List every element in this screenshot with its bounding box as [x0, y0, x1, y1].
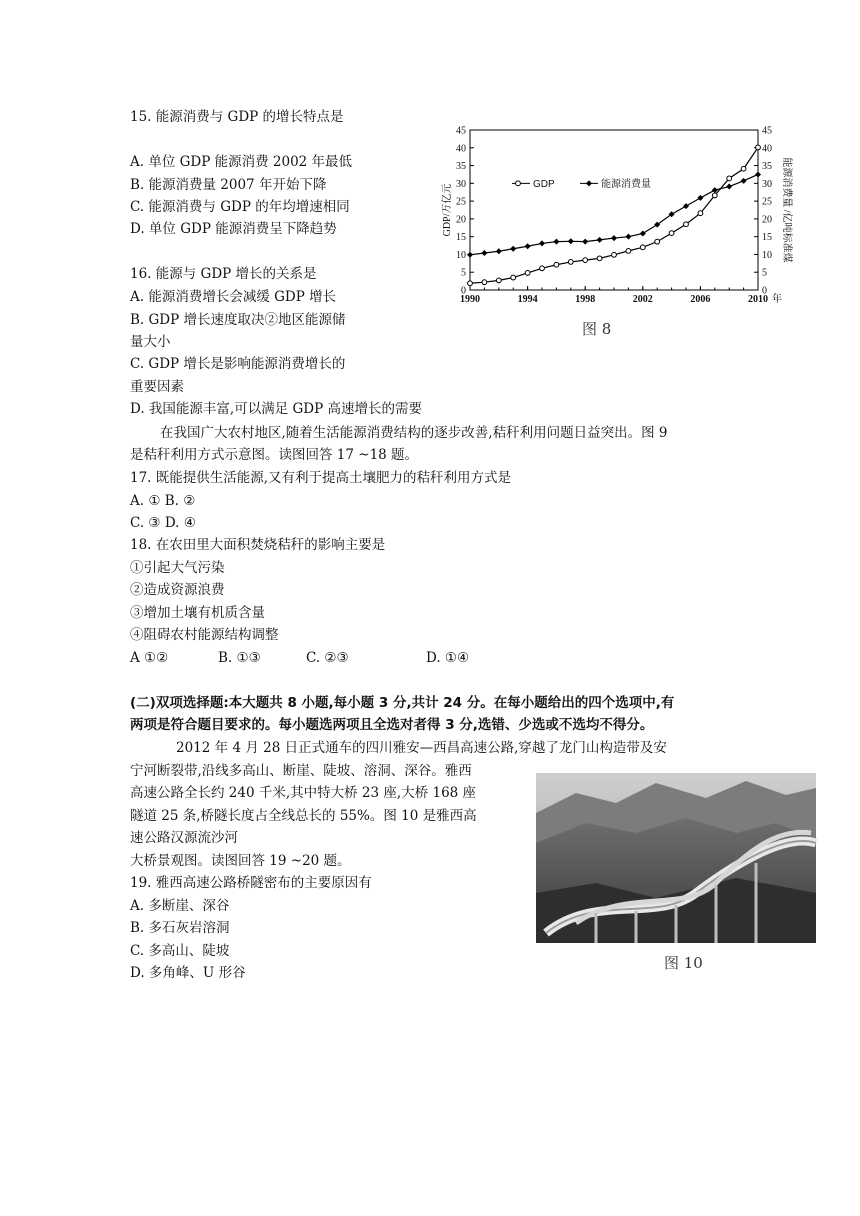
gdp-point	[468, 281, 473, 286]
series-line-1	[470, 147, 758, 283]
energy-point	[741, 178, 747, 184]
y-tick-label-right: 0	[762, 285, 767, 297]
intro-road-line2: 宁河断裂带,沿线多高山、断崖、陡坡、溶洞、深谷。雅西	[130, 763, 472, 779]
q19-option-a: A. 多断崖、深谷	[130, 898, 230, 914]
intro-straw-line1: 在我国广大农村地区,随着生活能源消费结构的逐步改善,秸秆利用问题日益突出。图 9	[160, 425, 668, 441]
gdp-point	[554, 262, 559, 267]
intro-road-line4: 隧道 25 条,桥隧长度占全线总长的 55%。图 10 是雅西高	[130, 808, 477, 824]
x-tick-label: 2006	[690, 294, 711, 305]
gdp-point	[626, 248, 631, 253]
y-tick-label-left: 15	[456, 232, 466, 244]
gdp-point	[568, 260, 573, 265]
q18-option-a: A ①②	[130, 650, 169, 666]
energy-point	[755, 171, 761, 177]
y-tick-label-left: 0	[461, 285, 466, 297]
gdp-point	[540, 266, 545, 271]
gdp-point	[684, 222, 689, 227]
figure-8-caption: 图 8	[582, 320, 612, 338]
q18-item-4: ④阻碍农村能源结构调整	[130, 627, 279, 643]
q19-stem: 19. 雅西高速公路桥隧密布的主要原因有	[130, 875, 372, 891]
energy-point	[625, 234, 631, 240]
y-tick-label-left: 30	[456, 178, 466, 190]
y-tick-label-right: 10	[762, 249, 772, 261]
q18-option-b: B. ①③	[218, 650, 261, 666]
q18-item-2: ②造成资源浪费	[130, 582, 225, 598]
gdp-point	[741, 166, 746, 171]
y-tick-label-right: 30	[762, 178, 772, 190]
y-tick-label-right: 40	[762, 143, 772, 155]
y-tick-label-left: 20	[456, 214, 466, 226]
intro-road-line5: 速公路汉源流沙河	[130, 830, 238, 846]
intro-road-line3: 高速公路全长约 240 千米,其中特大桥 23 座,大桥 168 座	[130, 785, 477, 801]
section-2-heading-line1: (二)双项选择题:本大题共 8 小题,每小题 3 分,共计 24 分。在每小题给出的四个选项中,有	[130, 695, 675, 711]
energy-point	[568, 238, 574, 244]
y-axis-label-right: 能源消费量 /亿吨标准煤	[781, 157, 792, 263]
y-tick-label-right: 25	[762, 196, 772, 208]
figure-8-line-chart	[440, 118, 790, 318]
gdp-point	[482, 280, 487, 285]
gdp-point	[511, 275, 516, 280]
x-unit-label: 年	[772, 294, 782, 305]
q16-option-c-line1: C. GDP 增长是影响能源消费增长的	[130, 356, 346, 372]
q19-option-c: C. 多高山、陡坡	[130, 943, 230, 959]
gdp-point	[698, 211, 703, 216]
q19-option-d: D. 多角峰、U 形谷	[130, 965, 246, 981]
figure-10-caption: 图 10	[664, 954, 703, 972]
y-tick-label-left: 25	[456, 196, 466, 208]
q18-item-3: ③增加土壤有机质含量	[130, 605, 265, 621]
energy-point	[683, 203, 689, 209]
x-tick-label: 2010	[748, 294, 768, 305]
q18-stem: 18. 在农田里大面积焚烧秸秆的影响主要是	[130, 537, 386, 553]
q18-option-d: D. ①④	[426, 650, 470, 666]
intro-road-line1: 2012 年 4 月 28 日正式通车的四川雅安—西昌高速公路,穿越了龙门山构造带及安	[176, 740, 667, 756]
gdp-point	[756, 145, 761, 150]
legend-gdp-marker	[516, 181, 521, 186]
energy-point	[582, 239, 588, 245]
gdp-point	[597, 256, 602, 261]
energy-point	[481, 250, 487, 256]
x-tick-label: 2002	[632, 294, 653, 305]
figure-10-bridge-photo	[536, 773, 816, 943]
q17-stem: 17. 既能提供生活能源,又有利于提高土壤肥力的秸秆利用方式是	[130, 470, 512, 486]
q15-option-b: B. 能源消费量 2007 年开始下降	[130, 177, 327, 193]
energy-point	[697, 195, 703, 201]
legend-gdp-label: GDP	[533, 178, 555, 190]
y-tick-label-right: 15	[762, 232, 772, 244]
gdp-point	[640, 245, 645, 250]
q16-option-b-line2: 量大小	[130, 334, 171, 350]
y-tick-label-left: 45	[456, 125, 466, 137]
q18-option-c: C. ②③	[306, 650, 349, 666]
q17-options-ab: A. ① B. ②	[130, 493, 196, 509]
gdp-point	[669, 231, 674, 236]
gdp-point	[583, 258, 588, 263]
x-tick-label: 1994	[517, 294, 538, 305]
y-tick-label-left: 5	[461, 267, 466, 279]
gdp-point	[612, 252, 617, 257]
energy-point	[539, 240, 545, 246]
q19-option-b: B. 多石灰岩溶洞	[130, 920, 230, 936]
gdp-point	[712, 193, 717, 198]
y-tick-label-right: 5	[762, 267, 767, 279]
y-axis-label-left: GDP/万亿元	[442, 183, 453, 237]
x-tick-label: 1990	[460, 294, 480, 305]
q16-option-b-line1: B. GDP 增长速度取决②地区能源储	[130, 312, 346, 328]
q16-option-a: A. 能源消费增长会减缓 GDP 增长	[130, 289, 337, 305]
y-tick-label-right: 20	[762, 214, 772, 226]
energy-point	[525, 243, 531, 249]
y-tick-label-right: 35	[762, 161, 772, 173]
energy-point	[496, 248, 502, 254]
q15-option-c: C. 能源消费与 GDP 的年均增速相同	[130, 199, 350, 215]
energy-point	[640, 230, 646, 236]
q15-option-a: A. 单位 GDP 能源消费 2002 年最低	[130, 154, 353, 170]
y-tick-label-right: 45	[762, 125, 772, 137]
gdp-point	[727, 176, 732, 181]
intro-straw-line2: 是秸秆利用方式示意图。读图回答 17 ~18 题。	[130, 447, 419, 463]
y-tick-label-left: 35	[456, 161, 466, 173]
legend-energy-marker	[586, 180, 592, 186]
q16-option-c-line2: 重要因素	[130, 379, 184, 395]
section-2-heading-line2: 两项是符合题目要求的。每小题选两项且全选对者得 3 分,选错、少选或不选均不得分。	[130, 717, 654, 733]
legend-energy-label: 能源消费量	[601, 178, 651, 190]
energy-point	[553, 239, 559, 245]
q16-stem: 16. 能源与 GDP 增长的关系是	[130, 266, 317, 282]
energy-point	[597, 237, 603, 243]
energy-point	[726, 184, 732, 190]
energy-point	[510, 246, 516, 252]
y-tick-label-left: 10	[456, 249, 466, 261]
q15-option-d: D. 单位 GDP 能源消费呈下降趋势	[130, 221, 337, 237]
energy-point	[611, 235, 617, 241]
q18-item-1: ①引起大气污染	[130, 560, 225, 576]
q15-stem: 15. 能源消费与 GDP 的增长特点是	[130, 109, 344, 125]
gdp-point	[655, 239, 660, 244]
gdp-point	[496, 278, 501, 283]
x-tick-label: 1998	[575, 294, 596, 305]
y-tick-label-left: 40	[456, 143, 466, 155]
energy-point	[467, 252, 473, 258]
plot-frame	[470, 130, 758, 290]
gdp-point	[525, 271, 530, 276]
q16-option-d: D. 我国能源丰富,可以满足 GDP 高速增长的需要	[130, 401, 422, 417]
intro-road-line6: 大桥景观图。读图回答 19 ~20 题。	[130, 853, 351, 869]
q17-options-cd: C. ③ D. ④	[130, 515, 196, 531]
